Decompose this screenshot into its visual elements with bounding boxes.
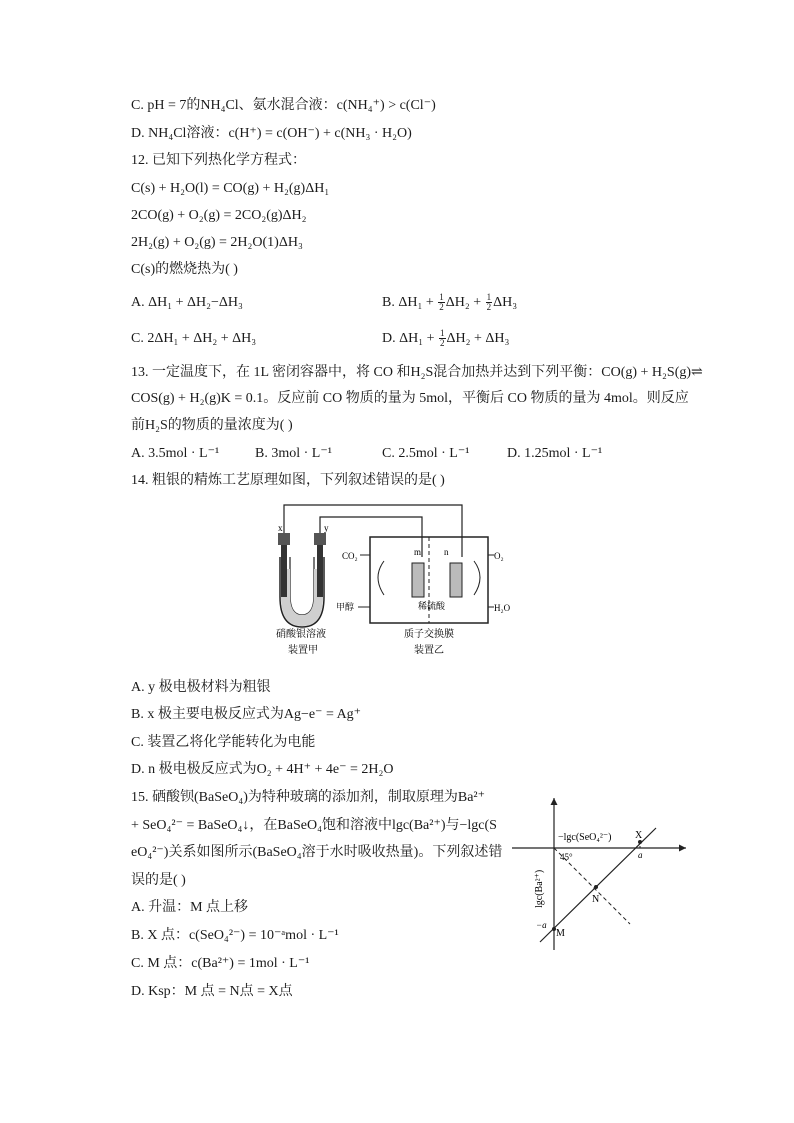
q12-option-b: B. ΔH₁ + $\frac{1}{2}$ ΔH₂ + $\frac{1}{2}$ ΔH₃ bbox=[382, 292, 518, 313]
q12-option-c: C. 2ΔH₁ + ΔH₂ + ΔH₃ bbox=[131, 331, 257, 346]
y-axis-label: lgc(Ba²⁺) bbox=[534, 869, 545, 908]
point-x-label: X bbox=[635, 830, 643, 841]
q13-option-d: D. 1.25mol · L⁻¹ bbox=[507, 446, 603, 461]
q13-line-3: 前H₂S的物质的量浓度为( ) bbox=[131, 418, 293, 433]
label-h2o: H₂O bbox=[494, 603, 511, 613]
q14-option-c: C. 装置乙将化学能转化为电能 bbox=[131, 735, 316, 750]
point-m-label: M bbox=[556, 928, 565, 939]
neg-a-label: −a bbox=[536, 920, 547, 930]
q13-option-a: A. 3.5mol · L⁻¹ bbox=[131, 446, 220, 461]
q14-option-d: D. n 极电极反应式为O₂ + 4H⁺ + 4e⁻ = 2H₂O bbox=[131, 762, 394, 777]
label-co2: CO₂ bbox=[342, 551, 358, 561]
label-proton-membrane: 质子交换膜 bbox=[404, 629, 454, 640]
fraction-half: $\frac{1}{2}$ bbox=[440, 328, 445, 349]
q14-option-a: A. y 极电极材料为粗银 bbox=[131, 680, 271, 695]
label-m: m bbox=[414, 547, 422, 557]
label-y: y bbox=[324, 523, 329, 533]
q12-question: C(s)的燃烧热为( ) bbox=[131, 262, 238, 277]
q13-line-1: 13. 一定温度下，在 1L 密闭容器中，将 CO 和H₂S混合加热并达到下列平衡：CO(g) + H₂S(g)⇌ bbox=[131, 365, 703, 380]
q12-stem: 12. 已知下列热化学方程式： bbox=[131, 153, 306, 168]
q15-option-c: C. M 点：c(Ba²⁺) = 1mol · L⁻¹ bbox=[131, 956, 310, 971]
q13-option-b: B. 3mol · L⁻¹ bbox=[255, 446, 332, 461]
label-o2: O₂ bbox=[494, 551, 504, 561]
point-n-label: N bbox=[592, 894, 600, 905]
label-device-b: 装置乙 bbox=[414, 645, 444, 656]
electrolysis-apparatus-figure bbox=[272, 497, 512, 657]
fraction-half: $\frac{1}{2}$ bbox=[439, 292, 444, 313]
q15-option-a: A. 升温：M 点上移 bbox=[131, 900, 249, 915]
label-dilute-acid: 稀硫酸 bbox=[418, 601, 446, 611]
q15-option-d: D. Ksp：M 点 = N点 = X点 bbox=[131, 984, 293, 999]
option-d-previous: D. NH₄Cl溶液：c(H⁺) = c(OH⁻) + c(NH₃ · H₂O) bbox=[131, 126, 412, 141]
q15-line-1: 15. 硒酸钡(BaSeO₄)为特种玻璃的添加剂，制取原理为Ba²⁺ bbox=[131, 790, 486, 805]
label-x: x bbox=[278, 523, 283, 533]
q14-option-b: B. x 极主要电极反应式为Ag−e⁻ = Ag⁺ bbox=[131, 707, 362, 722]
angle-label: 45° bbox=[560, 852, 573, 862]
q12-equation-1: C(s) + H₂O(l) = CO(g) + H₂(g)ΔH₁ bbox=[131, 181, 330, 196]
a-positive-label: a bbox=[638, 850, 643, 860]
option-c-previous: C. pH = 7的NH₄Cl、氨水混合液：c(NH₄⁺) > c(Cl⁻) bbox=[131, 98, 436, 113]
label-silver-nitrate-solution: 硝酸银溶液 bbox=[276, 629, 326, 640]
label-methanol: 甲醇 bbox=[336, 602, 355, 612]
q12-equation-2: 2CO(g) + O₂(g) = 2CO₂(g)ΔH₂ bbox=[131, 208, 307, 223]
q15-line-4: 误的是( ) bbox=[131, 873, 186, 888]
x-axis-label: −lgc(SeO₄²⁻) bbox=[558, 832, 612, 843]
q15-option-b: B. X 点：c(SeO₄²⁻) = 10⁻ᵃmol · L⁻¹ bbox=[131, 928, 339, 943]
label-n: n bbox=[444, 547, 449, 557]
q12-equation-3: 2H₂(g) + O₂(g) = 2H₂O(1)ΔH₃ bbox=[131, 235, 303, 250]
fraction-half: $\frac{1}{2}$ bbox=[486, 292, 492, 313]
q13-line-2: COS(g) + H₂(g)K = 0.1。反应前 CO 物质的量为 5mol，平衡后 CO 物质的量为 4mol。则反应 bbox=[131, 391, 689, 406]
q14-stem: 14. 粗银的精炼工艺原理如图，下列叙述错误的是( ) bbox=[131, 473, 445, 488]
q13-option-c: C. 2.5mol · L⁻¹ bbox=[382, 446, 470, 461]
q12-option-d: D. ΔH₁ + $\frac{1}{2}$ ΔH₂ + ΔH₃ bbox=[382, 328, 510, 349]
q15-line-2: + SeO₄²⁻ = BaSeO₄↓，在BaSeO₄饱和溶液中lgc(Ba²⁺)与−lgc(S bbox=[131, 818, 497, 833]
ksp-graph-figure bbox=[510, 792, 690, 952]
q15-line-3: eO₄²⁻)关系如图所示(BaSeO₄溶于水时吸收热量)。下列叙述错 bbox=[131, 845, 503, 860]
label-device-a: 装置甲 bbox=[288, 645, 318, 656]
q12-option-a: A. ΔH₁ + ΔH₂−ΔH₃ bbox=[131, 295, 243, 310]
